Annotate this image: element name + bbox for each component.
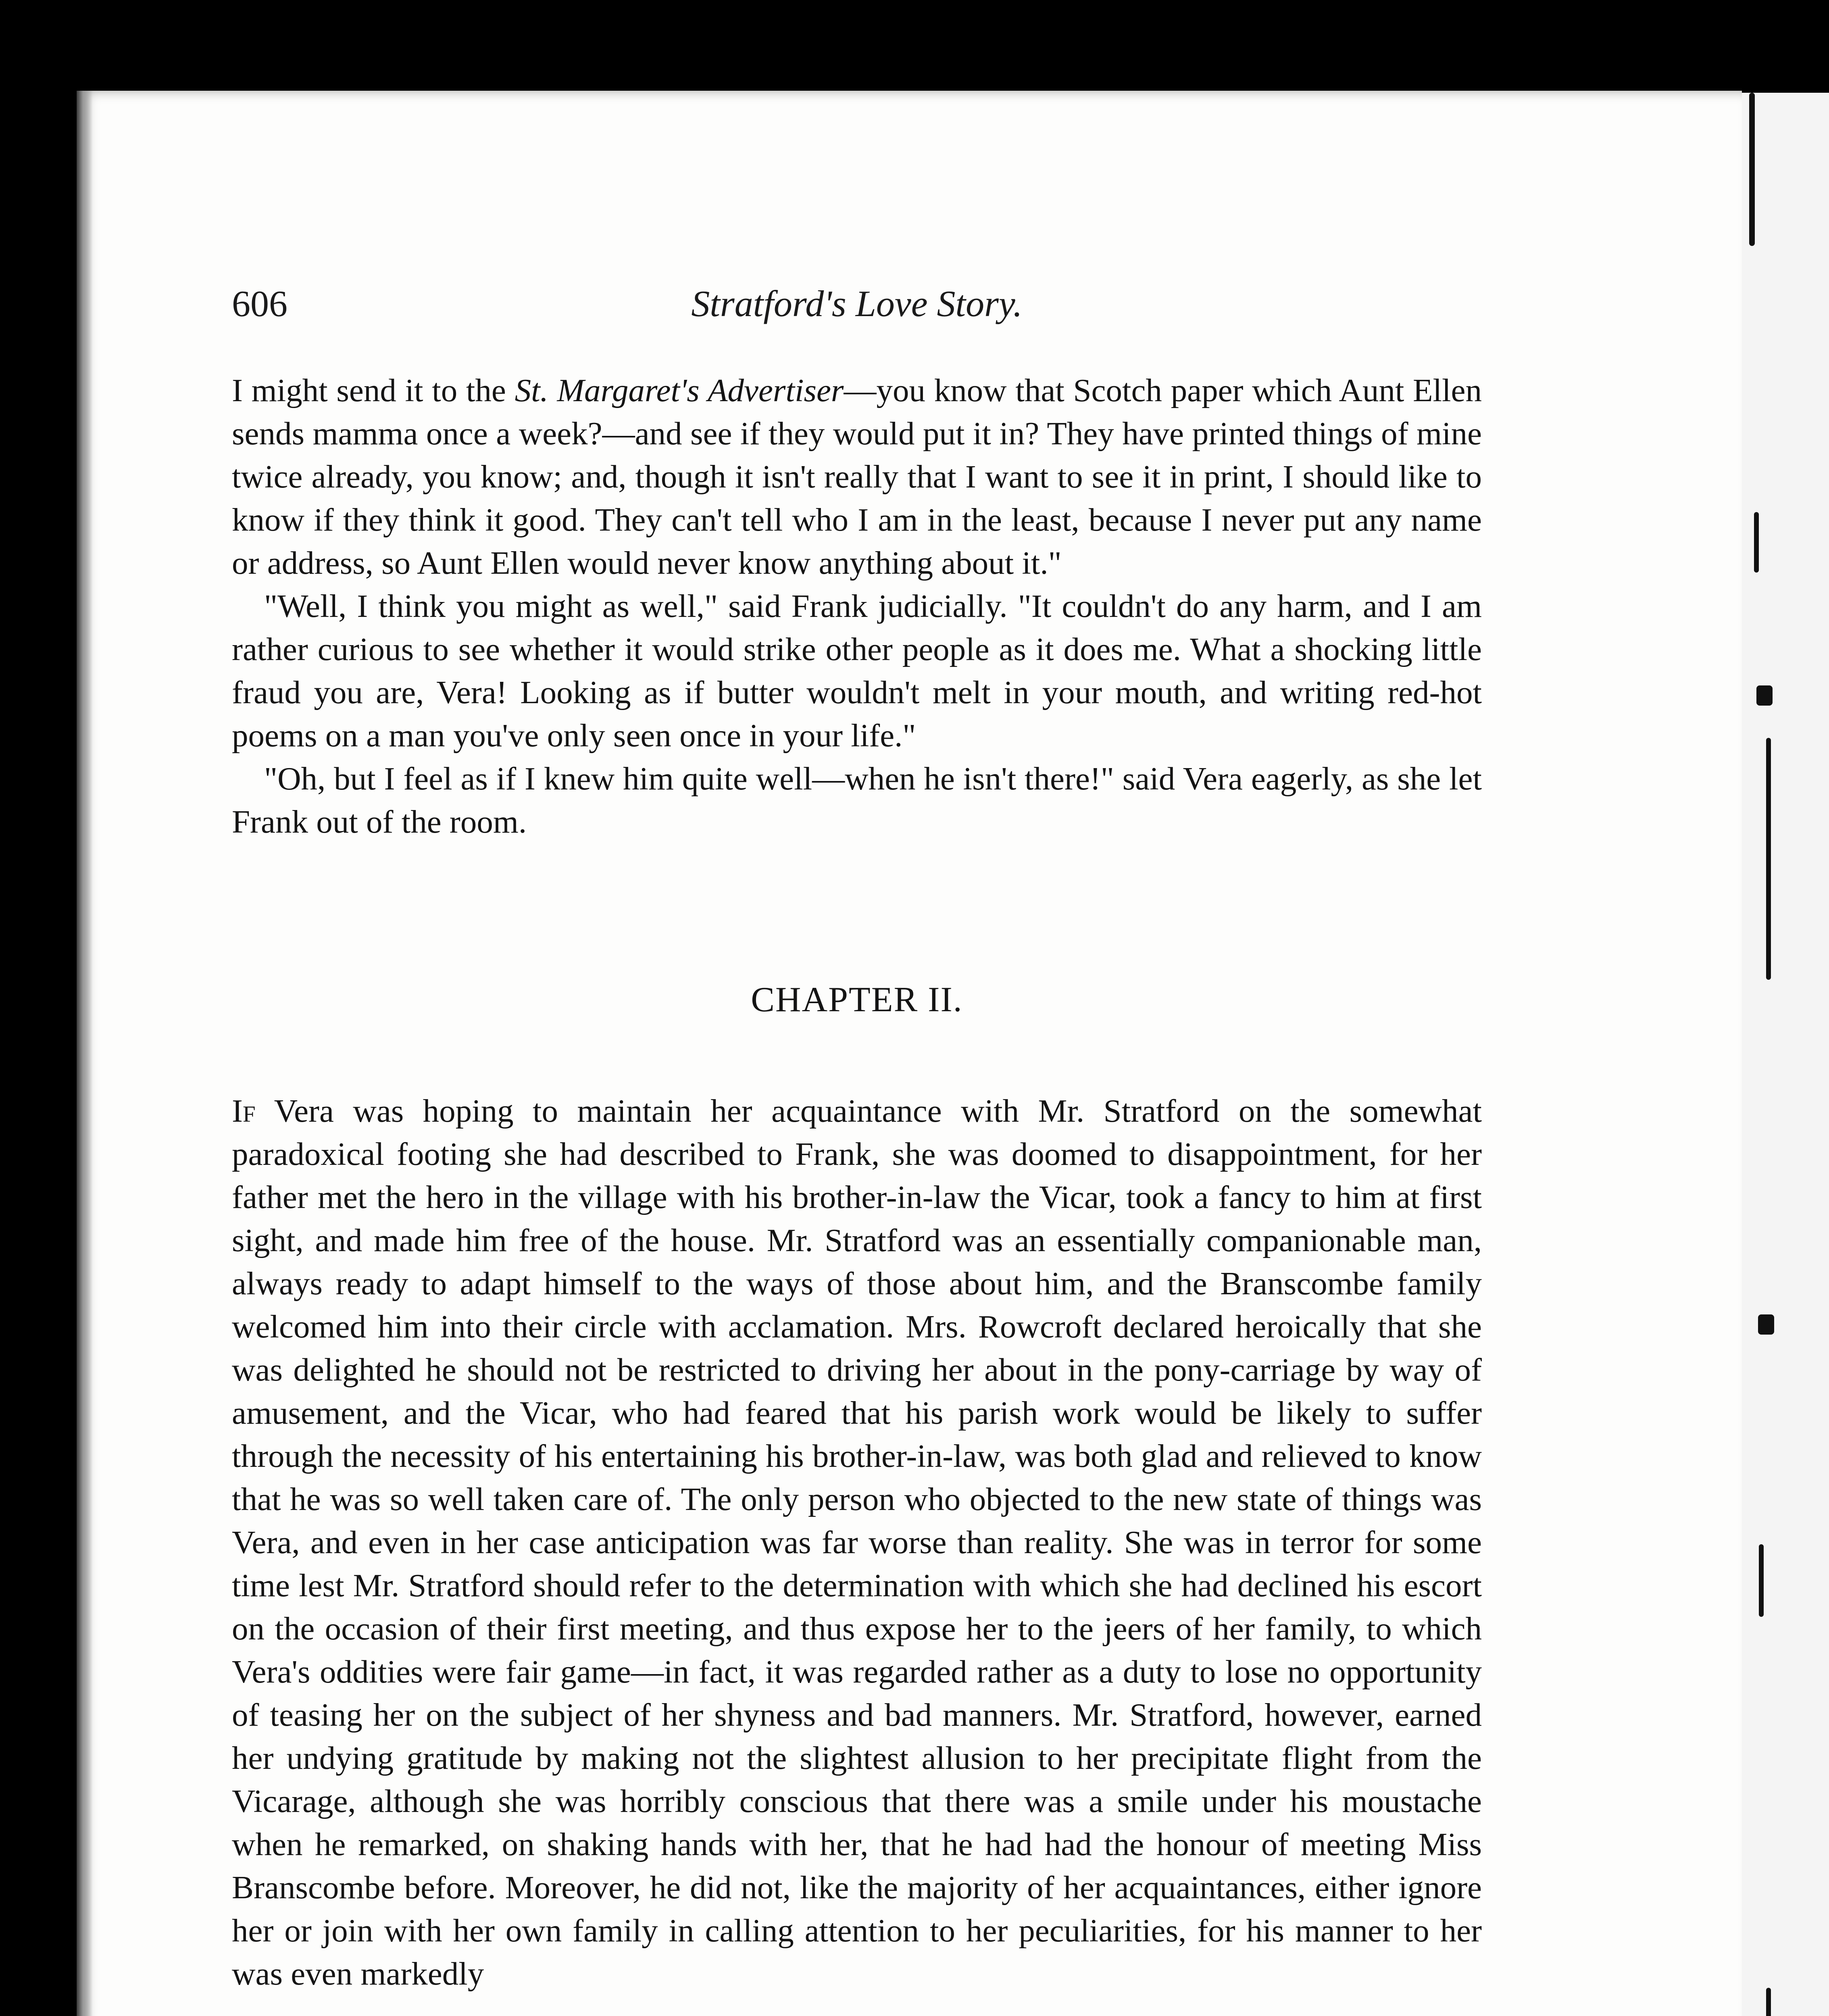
page-number: 606 bbox=[232, 283, 287, 324]
edge-mark bbox=[1749, 93, 1755, 246]
paragraph-frank-reply: "Well, I think you might as well," said Frank judicially. "It couldn't do any harm, and I am rather curious to see whether it would strike other people as it does me. What a shocking little fraud you are, Vera! Looking as if butter wouldn't melt in your mouth, and writing red-hot poems on a man you've only seen once in your life." bbox=[232, 588, 1482, 754]
chapter-heading: CHAPTER II. bbox=[751, 980, 963, 1019]
paragraph-lead: I might send it to the bbox=[232, 372, 515, 408]
newspaper-title: St. Margaret's Advertiser bbox=[515, 372, 844, 408]
adjacent-page-edge bbox=[1742, 93, 1829, 2016]
paragraph-continued bbox=[232, 369, 1482, 585]
edge-mark bbox=[1759, 1544, 1764, 1617]
opening-text: Vera was hoping to maintain her acquaintance with Mr. Stratford on the somewhat paradoxical footing she had described to Frank, she was doomed to disappointment, for her father met the hero in the village with his brother-in-law the Vicar, took a fancy to him at first sight, and made him free of the house. Mr. Stratford was an essentially companionable man, always ready to adapt himself to the ways of those about him, and the Branscombe family welcomed him into their circle with acclamation. Mrs. Rowcroft declared heroically that she was delighted he should not be restricted to driving her about in the pony-carriage by way of amusement, and the Vicar, who had feared that his parish work would be likely to suffer through the necessity of his entertaining his brother-in-law, was both glad and relieved to know that he was so well taken care of. The only person who objected to the new state of things was Vera, and even in her case anticipation was far worse than reality. She was in terror for some time lest Mr. Stratford should refer to the determination with which she had declined his escort on the occasion of their first meeting, and thus expose her to the jeers of her family, to which Vera's oddities were fair game—in fact, it was regarded rather as a duty to lose no opportunity of teasing her on the subject of her shyness and bad manners. Mr. Stratford, however, earned her undying gratitude by making not the slightest allusion to her precipitate flight from the Vicarage, although she was horribly conscious that there was a smile under his moustache when he remarked, on shaking hands with her, that he had had the honour of meeting Miss Branscombe before. Moreover, he did not, like the majority of her acquaintances, either ignore her or join with her own family in calling attention to her peculiarities, for his manner to her was even markedly bbox=[232, 1093, 1482, 1992]
edge-mark bbox=[1766, 738, 1771, 980]
paragraph-rest: —you know that Scotch paper which Aunt Ellen sends mamma once a week?—and see if they would put it in? They have printed things of mine twice already, you know; and, though it isn't really that I want to see it in print, I should like to know if they think it good. They can't tell who I am in the least, because I never put any name or address, so Aunt Ellen would never know anything about it." bbox=[232, 372, 1482, 581]
body-text bbox=[232, 369, 1482, 1995]
edge-mark bbox=[1756, 685, 1773, 706]
paragraph-vera-reply: "Oh, but I feel as if I knew him quite well—when he isn't there!" said Vera eagerly, as she let Frank out of the room. bbox=[232, 760, 1482, 840]
edge-mark bbox=[1754, 512, 1759, 573]
edge-mark bbox=[1758, 1314, 1774, 1335]
running-title: Stratford's Love Story. bbox=[691, 283, 1023, 324]
chapter-opening-paragraph bbox=[232, 1089, 1482, 1995]
page-binding-shadow bbox=[77, 91, 93, 2016]
opening-small-caps: If bbox=[232, 1093, 256, 1129]
page-header bbox=[232, 282, 1482, 331]
edge-mark bbox=[1766, 1988, 1771, 2016]
